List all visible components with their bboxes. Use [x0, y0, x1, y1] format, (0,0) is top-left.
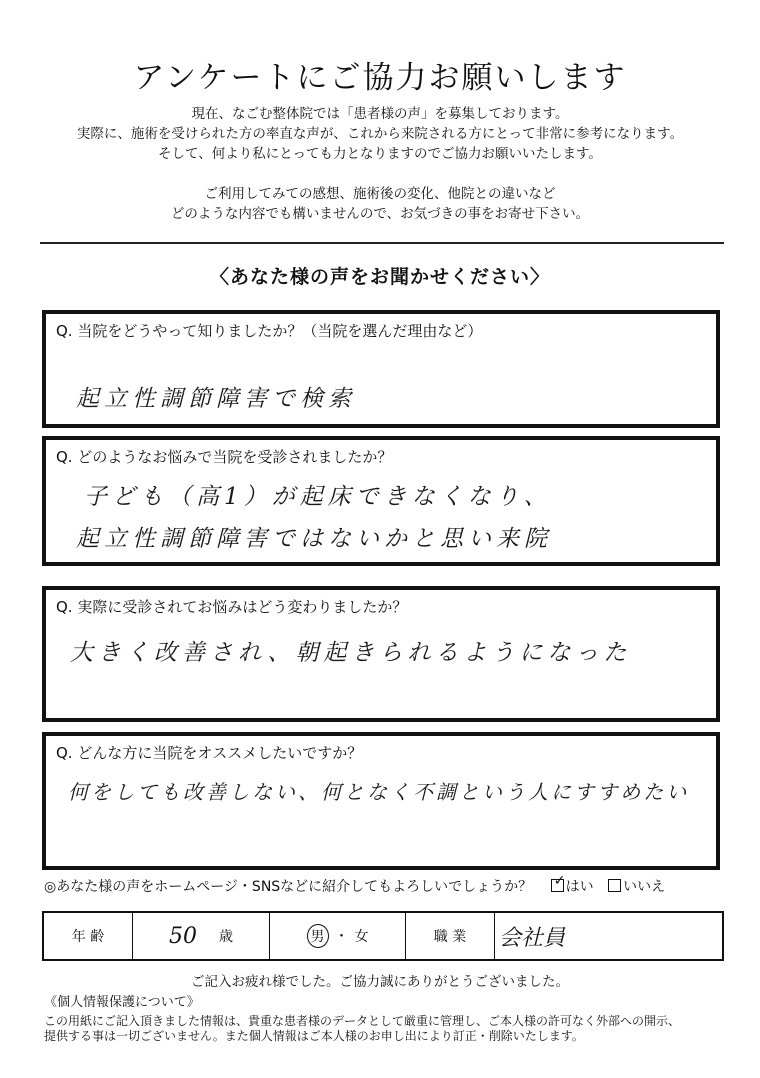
intro-line: 実際に、施術を受けられた方の率直な声が、これから来院される方にとって非常に参考になります。 — [76, 126, 684, 142]
age-value: 50 — [169, 923, 197, 949]
consent-no-label: いいえ — [623, 879, 666, 895]
consent-row — [44, 873, 666, 896]
question-box-1 — [42, 310, 720, 428]
gender-separator: ・ — [334, 929, 349, 945]
consent-yes-option[interactable] — [551, 873, 594, 895]
job-value: 会社員 — [499, 925, 566, 951]
gender-field[interactable] — [270, 913, 406, 959]
question-box-3 — [42, 586, 720, 722]
job-label: 職 業 — [406, 913, 495, 959]
gender-female[interactable]: 女 — [354, 929, 369, 945]
checkbox-checked-icon[interactable]: ✓ — [551, 879, 564, 892]
answer-text: 何をしても改善しない、何となく不調という人にすすめたい — [68, 780, 690, 804]
intro-line: ご利用してみての感想、施術後の変化、他院との違いなど — [204, 186, 556, 202]
consent-no-option[interactable] — [608, 879, 665, 895]
privacy-text: 提供する事は一切ございません。また個人情報はご本人様のお申し出により訂正・削除いたします。 — [44, 1029, 584, 1043]
age-label: 年 齢 — [44, 913, 133, 959]
question-box-4 — [42, 732, 720, 870]
privacy-text: この用紙にご記入頂きました情報は、貴重な患者様のデータとして厳重に管理し、ご本人様の許可なく外部への開示、 — [44, 1014, 681, 1028]
question-text: Q. どんな方に当院をオススメしたいですか？ — [56, 744, 363, 762]
question-text: Q. 実際に受診されてお悩みはどう変わりましたか？ — [56, 598, 408, 616]
page-title: アンケートにご協力お願いします — [133, 60, 627, 96]
question-text: Q. 当院をどうやって知りましたか？（当院を選んだ理由など） — [56, 322, 483, 340]
question-box-2 — [42, 436, 720, 566]
section-heading: 〈あなた様の声をお聞かせください〉 — [209, 266, 550, 288]
profile-table — [42, 911, 724, 961]
intro-line: どのような内容でも構いませんので、お気づきの事をお寄せ下さい。 — [170, 206, 590, 222]
gender-male-selected[interactable]: 男 — [307, 924, 329, 948]
thanks-text: ご記入お疲れ様でした。ご協力誠にありがとうございました。 — [191, 974, 569, 990]
question-text: Q. どのようなお悩みで当院を受診されましたか？ — [56, 448, 393, 466]
answer-text: 起立性調節障害ではないかと思い来院 — [76, 526, 552, 552]
consent-yes-label: はい — [565, 879, 594, 895]
answer-text: 起立性調節障害で検索 — [76, 386, 356, 412]
checkbox-icon[interactable] — [608, 879, 621, 892]
answer-text: 大きく改善され、朝起きられるようになった — [70, 640, 632, 666]
intro-line: そして、何より私にとっても力となりますのでご協力お願いいたします。 — [158, 146, 602, 162]
age-unit: 歳 — [219, 929, 233, 945]
answer-text: 子ども（高1）が起床できなくなり、 — [84, 484, 552, 510]
consent-question: ◎あなた様の声をホームページ・SNSなどに紹介してもよろしいでしょうか？ — [44, 879, 533, 895]
job-field[interactable] — [495, 913, 722, 959]
intro-line: 現在、なごむ整体院では「患者様の声」を募集しております。 — [191, 106, 569, 122]
divider — [40, 242, 724, 244]
age-field[interactable] — [133, 913, 270, 959]
privacy-title: 《個人情報保護について》 — [44, 995, 200, 1010]
